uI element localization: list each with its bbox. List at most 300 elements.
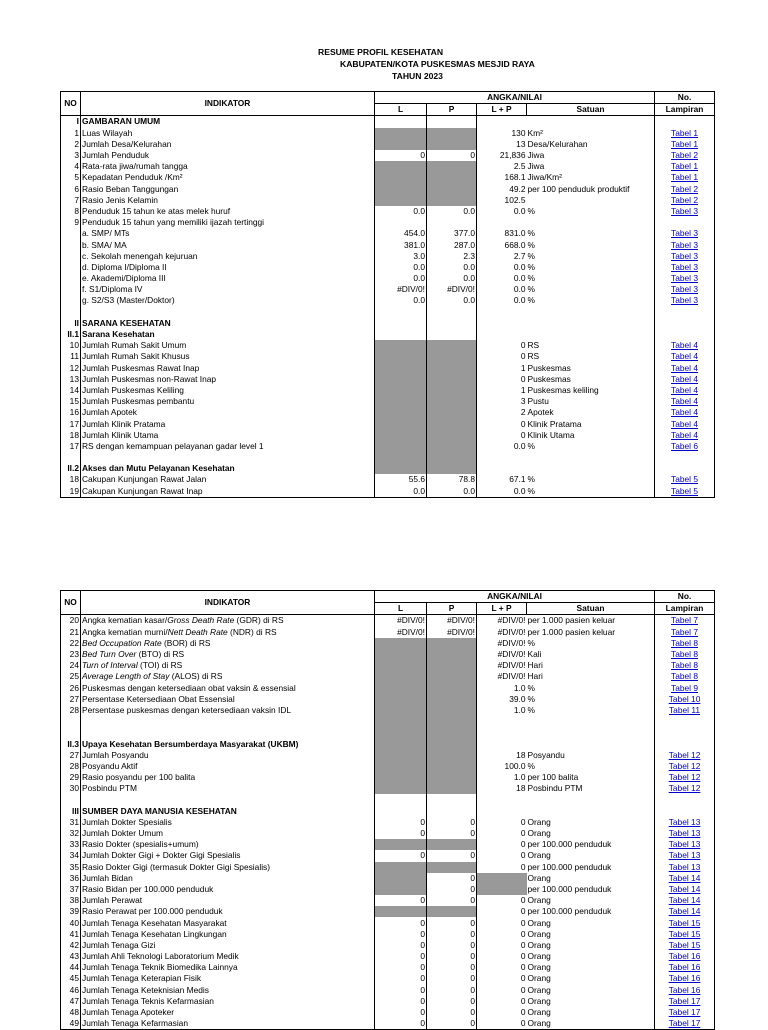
lampiran-link[interactable]: Tabel 14 [655, 873, 715, 884]
row-indikator: Rasio Dokter (spesialis+umum) [81, 839, 375, 850]
value-satuan: Orang [527, 951, 551, 962]
table-row [61, 716, 715, 727]
lampiran-link [655, 329, 715, 340]
lampiran-link[interactable]: Tabel 2 [655, 184, 715, 195]
table-row [61, 418, 715, 429]
value-l [375, 351, 427, 362]
lampiran-link[interactable]: Tabel 12 [655, 750, 715, 761]
value-l [375, 772, 427, 783]
row-no: 49 [61, 1018, 81, 1030]
value-l: 0 [375, 996, 427, 1007]
row-no: 3 [61, 150, 81, 161]
row-indikator: Cakupan Kunjungan Rawat Inap [81, 486, 375, 498]
value-satuan: Kali [527, 649, 542, 660]
table-row [61, 116, 715, 128]
value-satuan: Pustu [527, 396, 549, 407]
value-l [375, 195, 427, 206]
row-no: 8 [61, 206, 81, 217]
row-indikator: Akses dan Mutu Pelayanan Kesehatan [81, 463, 375, 474]
indikator-suffix: (NDR) di RS [227, 626, 277, 637]
row-no: 9 [61, 217, 81, 228]
table-row [61, 396, 715, 407]
row-indikator [81, 660, 375, 671]
value-p [427, 407, 477, 418]
value-satuan [527, 195, 655, 206]
lampiran-link[interactable]: Tabel 3 [655, 251, 715, 262]
row-indikator: Jumlah Tenaga Keterapian Fisik [81, 973, 375, 984]
lampiran-link[interactable]: Tabel 4 [655, 430, 715, 441]
value-l [375, 794, 427, 805]
lampiran-link[interactable]: Tabel 15 [655, 940, 715, 951]
indikator-italic: Average Length of Stay [82, 671, 170, 682]
table-row [61, 486, 715, 498]
lampiran-link[interactable]: Tabel 10 [655, 694, 715, 705]
value-l [375, 307, 427, 318]
value-satuan: Km² [527, 127, 543, 138]
lampiran-link[interactable]: Tabel 14 [655, 884, 715, 895]
row-indikator: Jumlah Perawat [81, 895, 375, 906]
lampiran-link[interactable]: Tabel 16 [655, 985, 715, 996]
value-lp: 13 [477, 139, 527, 150]
value-l [375, 340, 427, 351]
value-l [375, 139, 427, 150]
table-row [61, 363, 715, 374]
lampiran-link[interactable]: Tabel 17 [655, 1018, 715, 1030]
lampiran-link[interactable]: Tabel 5 [655, 474, 715, 485]
value-p [427, 329, 477, 340]
row-no [61, 262, 81, 273]
lampiran-link[interactable]: Tabel 13 [655, 817, 715, 828]
row-indikator: f. S1/Diploma IV [81, 284, 375, 295]
table-row [61, 340, 715, 351]
value-l [375, 418, 427, 429]
row-no: 1 [61, 128, 81, 139]
row-no: 46 [61, 985, 81, 996]
lampiran-link[interactable]: Tabel 3 [655, 262, 715, 273]
table-row [61, 660, 715, 671]
row-indikator: e. Akademi/Diploma III [81, 273, 375, 284]
indikator-italic: Gross Death Rate [167, 615, 235, 626]
value-l: 0 [375, 940, 427, 951]
value-satuan: Orang [527, 973, 551, 984]
table-row [61, 441, 715, 452]
value-satuan: % [527, 760, 535, 771]
value-p: 0 [427, 850, 477, 861]
table-row [61, 172, 715, 183]
value-p: 0.0 [427, 262, 477, 273]
value-l [375, 396, 427, 407]
header-p: P [427, 104, 477, 116]
lampiran-link[interactable]: Tabel 3 [655, 206, 715, 217]
lampiran-link[interactable]: Tabel 1 [655, 139, 715, 150]
value-satuan: Hari [527, 660, 543, 671]
row-no [61, 228, 81, 239]
lampiran-link[interactable]: Tabel 2 [655, 195, 715, 206]
lampiran-link[interactable]: Tabel 12 [655, 772, 715, 783]
lampiran-link[interactable]: Tabel 1 [655, 172, 715, 183]
value-l: 0 [375, 1018, 427, 1030]
row-indikator: Jumlah Dokter Spesialis [81, 817, 375, 828]
lampiran-link[interactable]: Tabel 3 [655, 273, 715, 284]
row-indikator: g. S2/S3 (Master/Doktor) [81, 295, 375, 306]
indicator-table-2 [60, 590, 715, 1030]
value-lp: 0.0 [477, 273, 527, 284]
row-indikator: Jumlah Tenaga Apoteker [81, 1007, 375, 1018]
row-no: 28 [61, 705, 81, 716]
row-no [61, 284, 81, 295]
row-indikator: Jumlah Tenaga Keteknisian Medis [81, 985, 375, 996]
table-row [61, 761, 715, 772]
row-indikator: Jumlah Posyandu [81, 750, 375, 761]
value-lp: 130 [477, 128, 527, 139]
value-lp: 0 [477, 962, 527, 973]
table-row [61, 683, 715, 694]
row-indikator [81, 452, 375, 463]
value-l [375, 161, 427, 172]
lampiran-link[interactable]: Tabel 7 [655, 615, 715, 627]
value-p [427, 418, 477, 429]
value-lp: 1 [477, 363, 527, 374]
lampiran-link[interactable]: Tabel 14 [655, 906, 715, 917]
value-lp: 100.0 [477, 761, 527, 772]
value-satuan: % [527, 486, 655, 498]
lampiran-link[interactable]: Tabel 4 [655, 407, 715, 418]
lampiran-link[interactable]: Tabel 17 [655, 1007, 715, 1018]
table-row [61, 195, 715, 206]
value-l: 0 [375, 973, 427, 984]
value-l: 0 [375, 850, 427, 861]
row-no: 36 [61, 873, 81, 884]
value-satuan [527, 116, 655, 128]
table-row [61, 940, 715, 951]
value-p [427, 839, 477, 850]
value-satuan: per 100.000 penduduk [527, 883, 612, 894]
table-row [61, 150, 715, 161]
header-p: P [427, 603, 477, 615]
value-lp [477, 873, 527, 884]
value-p [427, 318, 477, 329]
value-l [375, 116, 427, 128]
indikator-suffix: (BOR) di RS [161, 637, 211, 648]
lampiran-link[interactable]: Tabel 8 [655, 638, 715, 649]
row-indikator: Jumlah Puskesmas Keliling [81, 385, 375, 396]
value-p [427, 783, 477, 794]
value-satuan: Posyandu [527, 749, 565, 760]
value-satuan: Posbindu PTM [527, 783, 583, 794]
value-lp: 831.0 [477, 228, 527, 239]
lampiran-link[interactable]: Tabel 15 [655, 917, 715, 928]
value-p [427, 184, 477, 195]
value-p: 0 [427, 996, 477, 1007]
table-row [61, 638, 715, 649]
value-l [375, 638, 427, 649]
value-p: 0 [427, 884, 477, 895]
value-lp: #DIV/0! [477, 627, 527, 638]
value-p [427, 694, 477, 705]
value-satuan: % [527, 261, 535, 272]
lampiran-link[interactable]: Tabel 16 [655, 973, 715, 984]
value-lp: 0 [477, 828, 527, 839]
value-p: 0.0 [427, 486, 477, 498]
value-lp: 0.0 [477, 295, 527, 306]
row-no [61, 727, 81, 738]
row-no: 14 [61, 385, 81, 396]
value-p: 0 [427, 873, 477, 884]
value-lp: 2.7 [477, 251, 527, 262]
lampiran-link[interactable]: Tabel 16 [655, 962, 715, 973]
lampiran-link[interactable]: Tabel 8 [655, 649, 715, 660]
value-p [427, 671, 477, 682]
row-indikator: Luas Wilayah [81, 128, 375, 139]
header-indikator: INDIKATOR [81, 92, 375, 116]
lampiran-link[interactable]: Tabel 3 [655, 284, 715, 295]
value-p [427, 716, 477, 727]
lampiran-link[interactable]: Tabel 11 [655, 705, 715, 716]
value-p [427, 794, 477, 805]
row-no: 18 [61, 474, 81, 485]
table-row [61, 161, 715, 172]
table-row [61, 985, 715, 996]
lampiran-link[interactable]: Tabel 3 [655, 228, 715, 239]
value-l [375, 750, 427, 761]
lampiran-link[interactable]: Tabel 12 [655, 761, 715, 772]
value-p: 0 [427, 985, 477, 996]
value-l: 381.0 [375, 239, 427, 250]
table-row [61, 783, 715, 794]
value-satuan [527, 463, 655, 474]
row-indikator: GAMBARAN UMUM [81, 116, 375, 128]
value-p [427, 649, 477, 660]
value-lp: 0 [477, 340, 527, 351]
lampiran-link[interactable]: Tabel 7 [655, 627, 715, 638]
row-no: 45 [61, 973, 81, 984]
value-l: 0.0 [375, 206, 427, 217]
value-lp: 0 [477, 895, 527, 906]
indicator-table-1 [60, 91, 715, 498]
lampiran-link[interactable]: Tabel 4 [655, 340, 715, 351]
row-indikator: Jumlah Rumah Sakit Umum [81, 340, 375, 351]
value-p: 0 [427, 817, 477, 828]
value-p [427, 195, 477, 206]
lampiran-link[interactable]: Tabel 4 [655, 385, 715, 396]
lampiran-link[interactable]: Tabel 16 [655, 951, 715, 962]
lampiran-link[interactable]: Tabel 6 [655, 441, 715, 452]
row-no: 23 [61, 649, 81, 660]
value-satuan: per 1.000 pasien keluar [527, 626, 616, 637]
value-p: 0 [427, 917, 477, 928]
value-satuan: % [527, 228, 535, 239]
indikator-italic: Turn of Interval [82, 660, 138, 671]
value-p: 0 [427, 951, 477, 962]
lampiran-link[interactable]: Tabel 13 [655, 862, 715, 873]
table-row [61, 951, 715, 962]
row-indikator: Rasio Beban Tanggungan [81, 184, 375, 195]
lampiran-link[interactable]: Tabel 13 [655, 850, 715, 861]
value-p [427, 430, 477, 441]
value-p [427, 161, 477, 172]
value-satuan: % [527, 205, 535, 216]
lampiran-link[interactable]: Tabel 4 [655, 363, 715, 374]
lampiran-link [655, 463, 715, 474]
value-l: #DIV/0! [375, 627, 427, 638]
row-indikator: Rasio Perawat per 100.000 penduduk [81, 906, 375, 917]
value-satuan: Puskesmas [527, 362, 571, 373]
header-indikator: INDIKATOR [81, 591, 375, 615]
value-lp: 0 [477, 940, 527, 951]
value-p: 0 [427, 1018, 477, 1030]
table-row [61, 862, 715, 873]
value-lp: 0 [477, 929, 527, 940]
value-lp: 18 [477, 750, 527, 761]
row-indikator [81, 638, 375, 649]
table-row [61, 895, 715, 906]
table-row [61, 374, 715, 385]
table-row [61, 284, 715, 295]
table-row [61, 239, 715, 250]
value-satuan: % [527, 295, 535, 306]
lampiran-link[interactable]: Tabel 1 [655, 161, 715, 172]
value-p [427, 351, 477, 362]
lampiran-link [655, 116, 715, 128]
row-indikator: Jumlah Penduduk [81, 150, 375, 161]
indikator-suffix: (BTO) di RS [136, 649, 185, 660]
value-satuan [527, 217, 655, 228]
lampiran-link[interactable]: Tabel 17 [655, 996, 715, 1007]
value-satuan: per 100.000 penduduk [527, 839, 612, 850]
lampiran-link[interactable]: Tabel 12 [655, 783, 715, 794]
value-l [375, 452, 427, 463]
value-p: 0.0 [427, 273, 477, 284]
lampiran-link[interactable]: Tabel 8 [655, 671, 715, 682]
value-p [427, 806, 477, 817]
value-satuan: Orang [527, 850, 551, 861]
value-p: 0 [427, 150, 477, 161]
table-row [61, 817, 715, 828]
row-indikator: b. SMA/ MA [81, 239, 375, 250]
value-lp: 668.0 [477, 239, 527, 250]
value-l [375, 873, 427, 884]
row-indikator: Posyandu Aktif [81, 761, 375, 772]
row-indikator [81, 671, 375, 682]
row-no: 34 [61, 850, 81, 861]
lampiran-link[interactable]: Tabel 3 [655, 295, 715, 306]
value-satuan: per 100.000 penduduk [527, 906, 612, 917]
value-l: 0 [375, 962, 427, 973]
row-indikator [81, 307, 375, 318]
row-no [61, 295, 81, 306]
value-lp: 49.2 [477, 184, 527, 195]
row-indikator: Penduduk 15 tahun yang memiliki ijazah tertinggi [81, 217, 375, 228]
value-p [427, 683, 477, 694]
lampiran-link[interactable]: Tabel 9 [655, 683, 715, 694]
value-satuan: Orang [527, 984, 551, 995]
value-satuan: Jiwa/Km² [527, 172, 562, 183]
row-no: 33 [61, 839, 81, 850]
row-no: 25 [61, 671, 81, 682]
value-p [427, 374, 477, 385]
value-p: #DIV/0! [427, 615, 477, 627]
row-no: 28 [61, 761, 81, 772]
value-satuan: Hari [527, 671, 543, 682]
table-row [61, 694, 715, 705]
row-no: 39 [61, 906, 81, 917]
value-satuan: Orang [527, 895, 551, 906]
row-no: 17 [61, 441, 81, 452]
header-angka: ANGKA/NILAI [375, 92, 655, 104]
row-no: 30 [61, 783, 81, 794]
value-l: 0 [375, 917, 427, 928]
value-p: #DIV/0! [427, 627, 477, 638]
lampiran-link[interactable]: Tabel 3 [655, 239, 715, 250]
table-row [61, 884, 715, 895]
lampiran-link[interactable]: Tabel 4 [655, 418, 715, 429]
value-lp: 0 [477, 1007, 527, 1018]
header-no: NO [61, 591, 81, 615]
row-no [61, 251, 81, 262]
header-lampiran: No. [655, 92, 715, 104]
value-satuan: % [527, 474, 535, 485]
value-lp [477, 738, 527, 749]
value-l [375, 806, 427, 817]
value-l: 0 [375, 929, 427, 940]
lampiran-link[interactable]: Tabel 13 [655, 839, 715, 850]
header-angka: ANGKA/NILAI [375, 591, 655, 603]
value-l [375, 217, 427, 228]
row-indikator: Jumlah Tenaga Kesehatan Masyarakat [81, 917, 375, 928]
lampiran-link[interactable]: Tabel 15 [655, 929, 715, 940]
value-l [375, 884, 427, 895]
value-satuan: Orang [527, 928, 551, 939]
row-no: 42 [61, 940, 81, 951]
value-satuan [527, 307, 655, 318]
lampiran-link[interactable]: Tabel 4 [655, 374, 715, 385]
lampiran-link[interactable]: Tabel 2 [655, 150, 715, 161]
value-lp: #DIV/0! [477, 638, 527, 649]
value-lp: 0 [477, 374, 527, 385]
lampiran-link[interactable]: Tabel 8 [655, 660, 715, 671]
value-satuan [527, 452, 655, 463]
lampiran-link[interactable]: Tabel 5 [655, 486, 715, 498]
lampiran-link[interactable]: Tabel 14 [655, 895, 715, 906]
value-lp: 0 [477, 862, 527, 873]
row-no: 12 [61, 363, 81, 374]
value-p [427, 463, 477, 474]
row-no: II [61, 318, 81, 329]
value-lp: #DIV/0! [477, 649, 527, 660]
lampiran-link[interactable]: Tabel 13 [655, 828, 715, 839]
row-no: II.2 [61, 463, 81, 474]
value-p: 0 [427, 1007, 477, 1018]
row-no: 31 [61, 817, 81, 828]
value-lp [477, 307, 527, 318]
value-l: 0 [375, 895, 427, 906]
row-indikator: Rasio Dokter Gigi (termasuk Dokter Gigi Spesialis) [81, 862, 375, 873]
report-year: TAHUN 2023 [392, 71, 443, 81]
lampiran-link[interactable]: Tabel 1 [655, 128, 715, 139]
lampiran-link[interactable]: Tabel 4 [655, 351, 715, 362]
lampiran-link[interactable]: Tabel 4 [655, 396, 715, 407]
row-indikator [81, 794, 375, 805]
row-no: 24 [61, 660, 81, 671]
row-indikator: Jumlah Bidan [81, 873, 375, 884]
header-lp: L + P [477, 104, 527, 116]
row-no: 35 [61, 862, 81, 873]
value-l [375, 463, 427, 474]
header-lampiran: No. [655, 591, 715, 603]
value-lp: 0.0 [477, 486, 527, 498]
value-lp [477, 806, 527, 817]
row-no: 17 [61, 418, 81, 429]
